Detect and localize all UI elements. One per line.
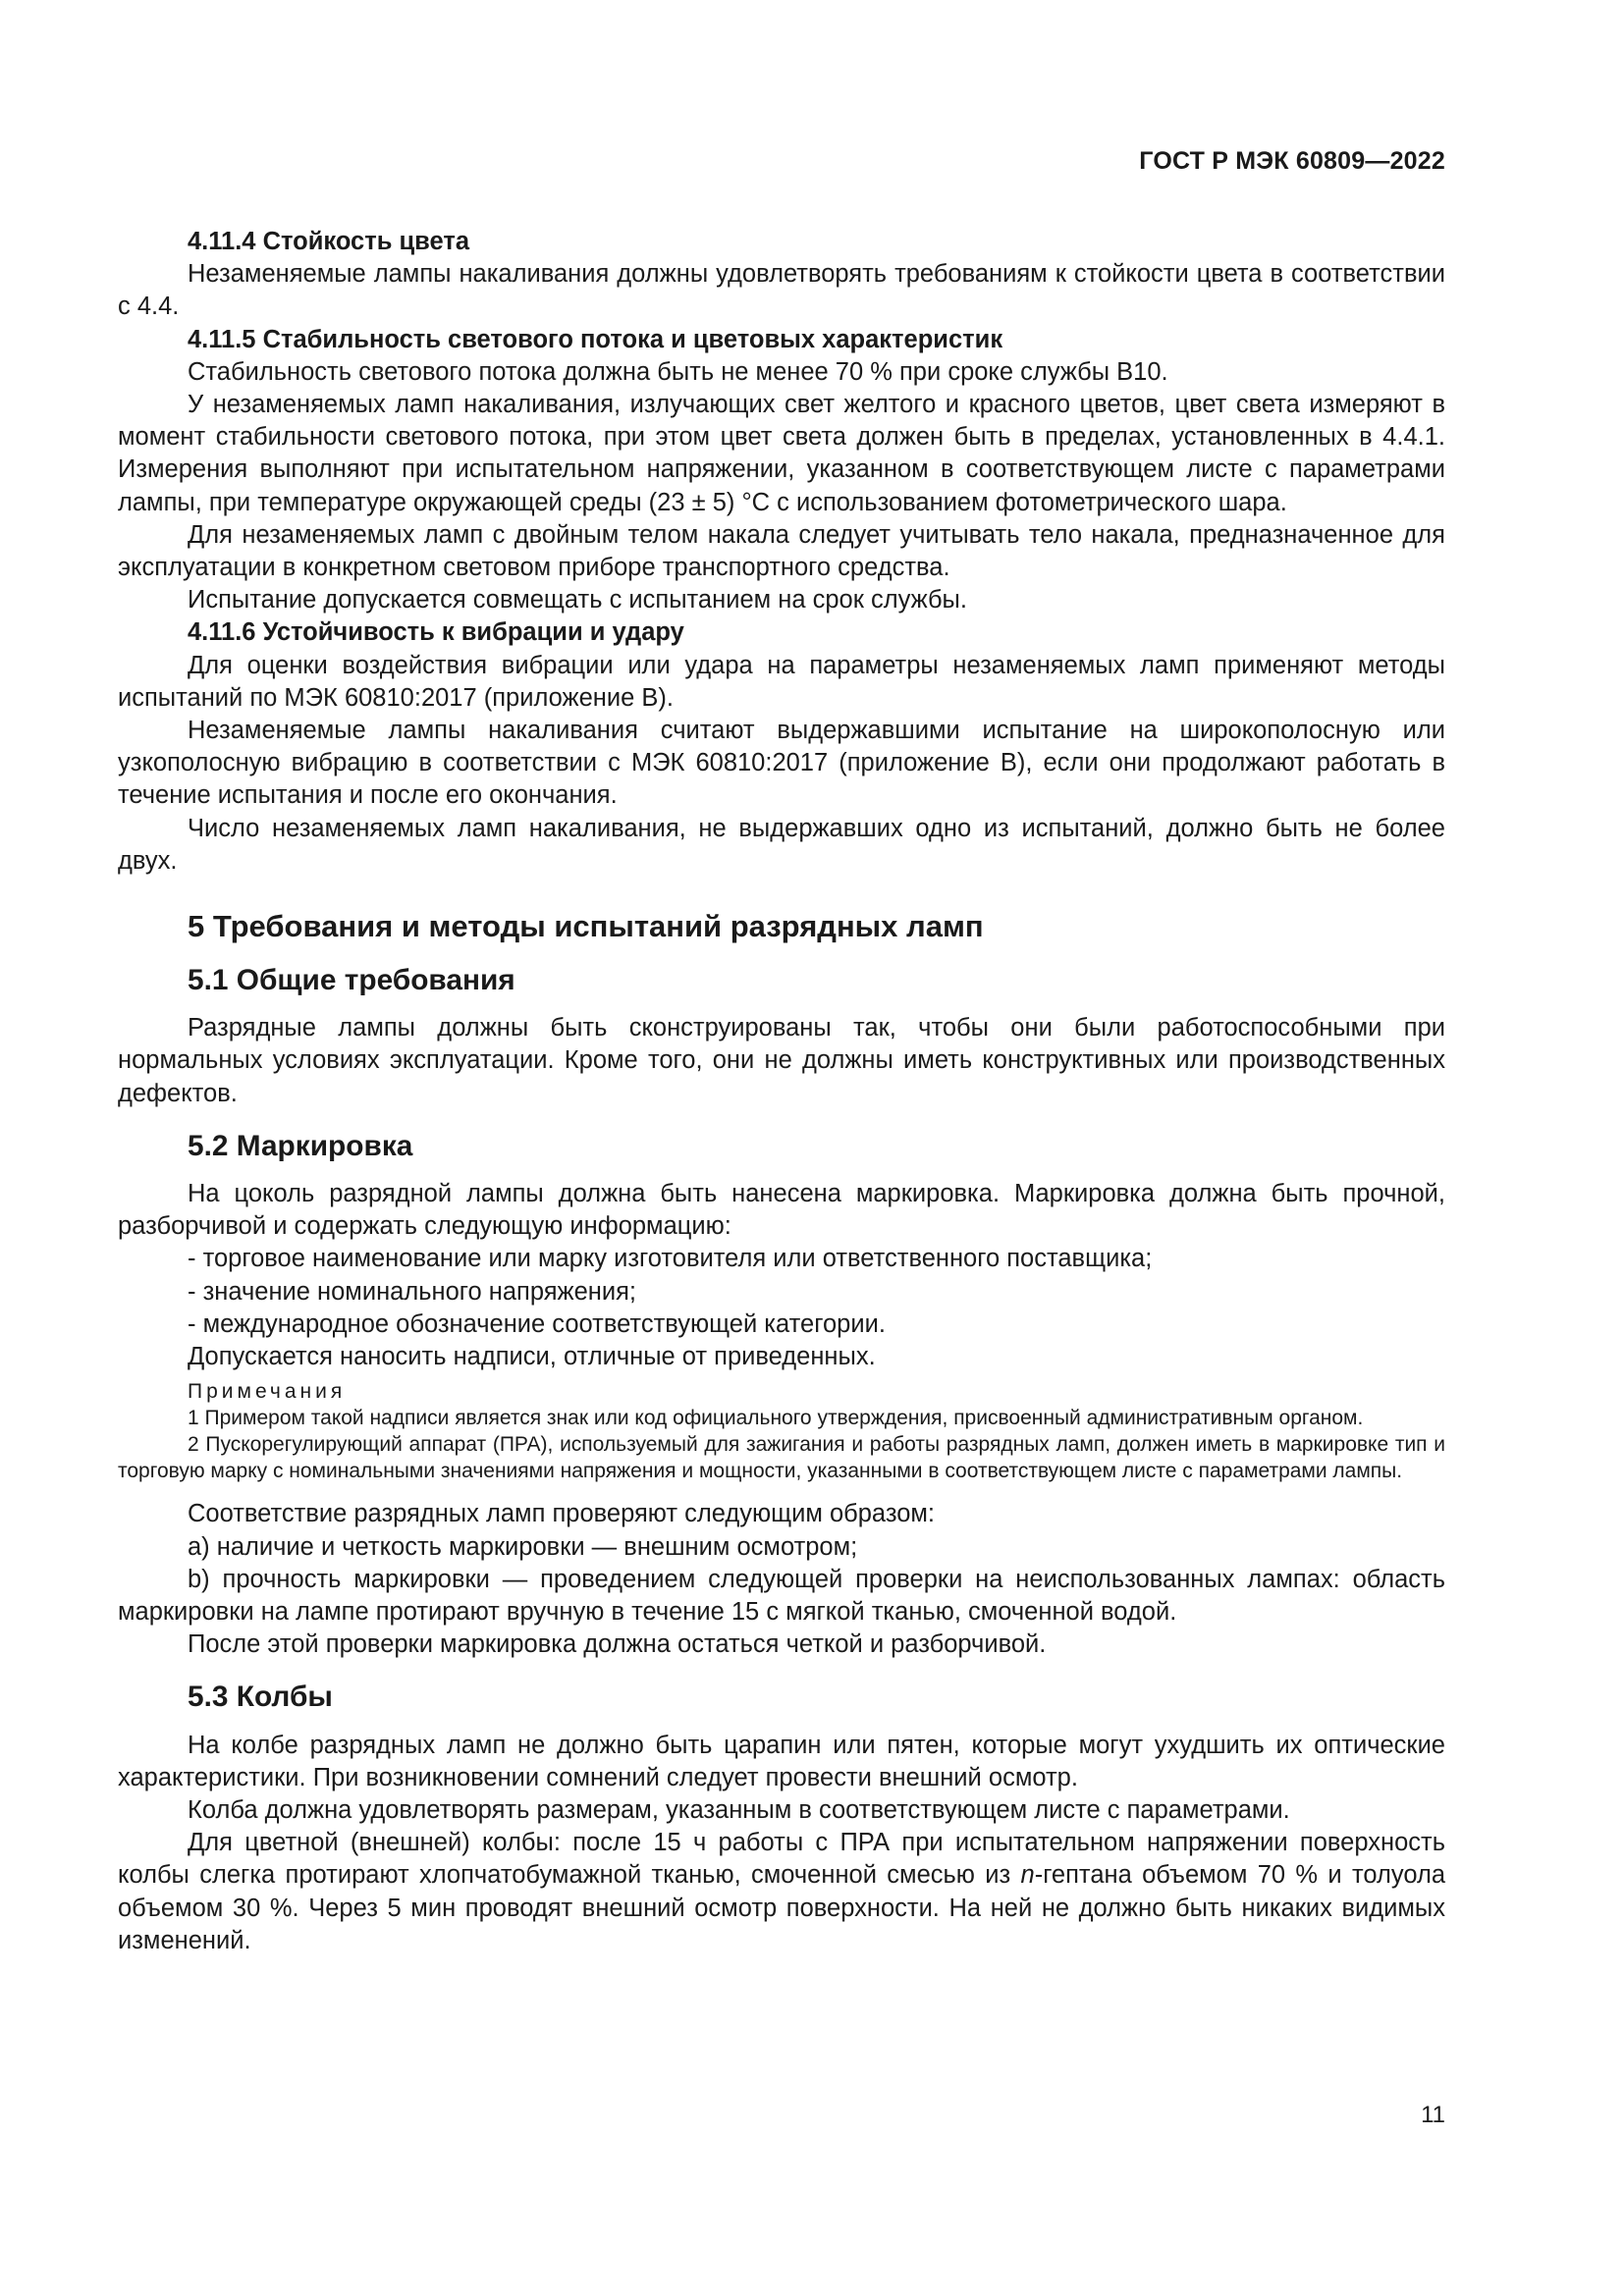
paragraph: [118, 1827, 1445, 1957]
list-item: - торговое наименование или марку изготовителя или ответственного поставщика;: [188, 1245, 1153, 1273]
text-run: -гептана объемом 70 % и толуола объемом 30 %. Через 5 мин проводят внешний осмотр поверхности. На ней не должно быть никаких видимых изменений.: [118, 1861, 1446, 1954]
paragraph: На цоколь разрядной лампы должна быть нанесена маркировка. Маркировка должна быть прочной, разборчивой и содержать следующую информацию:: [118, 1180, 1445, 1241]
section-4-11-4-title: 4.11.4 Стойкость цвета: [188, 228, 470, 255]
paragraph: Допускается наносить надписи, отличные от приведенных.: [188, 1343, 876, 1371]
paragraph: Незаменяемые лампы накаливания должны удовлетворять требованиям к стойкости цвета в соответствии с 4.4.: [118, 260, 1445, 321]
paragraph: Колба должна удовлетворять размерам, указанным в соответствующем листе с параметрами.: [188, 1795, 1290, 1824]
paragraph: b) прочность маркировки — проведением следующей проверки на неиспользованных лампах: область маркировки на лампе протирают вручную в течение 15 с мягкой тканью, смоченной водой.: [118, 1565, 1445, 1626]
section-5-2-title: 5.2 Маркировка: [188, 1129, 413, 1162]
section-4-11-5-title: 4.11.5 Стабильность светового потока и цветовых характеристик: [188, 325, 1003, 353]
paragraph: Для оценки воздействия вибрации или удара на параметры незаменяемых ламп применяют методы испытаний по МЭК 60810:2017 (приложение В).: [118, 651, 1445, 712]
text-run: Для цветной (внешней) колбы: после 15 ч работы с ПРА при испытательном напряжении поверхность колбы слегка протирают хлопчатобумажной тканью, смоченной смесью из: [118, 1829, 1445, 1890]
note: 1 Примером такой надписи является знак или код официального утверждения, присвоенный административным органом.: [188, 1407, 1364, 1430]
italic-variable: n: [1020, 1861, 1035, 1890]
paragraph: Для незаменяемых ламп с двойным телом накала следует учитывать тело накала, предназначенное для эксплуатации в конкретном световом приборе транспортного средства.: [118, 520, 1445, 582]
note: 2 Пускорегулирующий аппарат (ПРА), используемый для зажигания и работы разрядных ламп, должен иметь в маркировке тип и торговую марку с номинальными значениями напряжения и мощности, указанными в соответствующем листе с параметрами лампы.: [118, 1433, 1445, 1483]
notes-title: Примечания: [188, 1380, 347, 1404]
paragraph: Число незаменяемых ламп накаливания, не выдержавших одно из испытаний, должно быть не более двух.: [118, 814, 1445, 875]
section-5-1-title: 5.1 Общие требования: [188, 964, 515, 997]
paragraph: Стабильность светового потока должна быть не менее 70 % при сроке службы В10.: [188, 357, 1168, 386]
section-5-3-title: 5.3 Колбы: [188, 1681, 333, 1714]
paragraph: Разрядные лампы должны быть сконструированы так, чтобы они были работоспособными при нормальных условиях эксплуатации. Кроме того, они не должны иметь конструктивных или производственных дефектов.: [118, 1014, 1445, 1107]
list-item: - значение номинального напряжения;: [188, 1277, 637, 1306]
paragraph: Испытание допускается совмещать с испытанием на срок службы.: [188, 586, 967, 614]
document-body: [118, 226, 1445, 1957]
list-item: - международное обозначение соответствующей категории.: [188, 1309, 886, 1338]
paragraph: а) наличие и четкость маркировки — внешним осмотром;: [188, 1532, 858, 1561]
section-5-title: 5 Требования и методы испытаний разрядных ламп: [188, 909, 984, 944]
section-4-11-6-title: 4.11.6 Устойчивость к вибрации и удару: [188, 618, 684, 647]
page-number: 11: [1421, 2102, 1445, 2128]
paragraph: На колбе разрядных ламп не должно быть царапин или пятен, которые могут ухудшить их оптические характеристики. При возникновении сомнений следует провести внешний осмотр.: [118, 1731, 1445, 1791]
paragraph: Соответствие разрядных ламп проверяют следующим образом:: [188, 1500, 936, 1528]
paragraph: Незаменяемые лампы накаливания считают выдержавшими испытание на широкополосную или узкополосную вибрацию в соответствии с МЭК 60810:2017 (приложение В), если они продолжают работать в течение испытания и после его окончания.: [118, 717, 1445, 810]
paragraph: После этой проверки маркировка должна остаться четкой и разборчивой.: [188, 1630, 1047, 1659]
standard-code: ГОСТ Р МЭК 60809—2022: [1139, 147, 1445, 175]
paragraph: У незаменяемых ламп накаливания, излучающих свет желтого и красного цветов, цвет света измеряют в момент стабильности светового потока, при этом цвет света должен быть в пределах, установленных в 4.4.1. Измерения выполняют при испытательном напряжении, указанном в соответствующем листе с параметрами лампы, при температуре окружающей среды (23 ± 5) °С с использованием фотометрического шара.: [118, 391, 1445, 516]
